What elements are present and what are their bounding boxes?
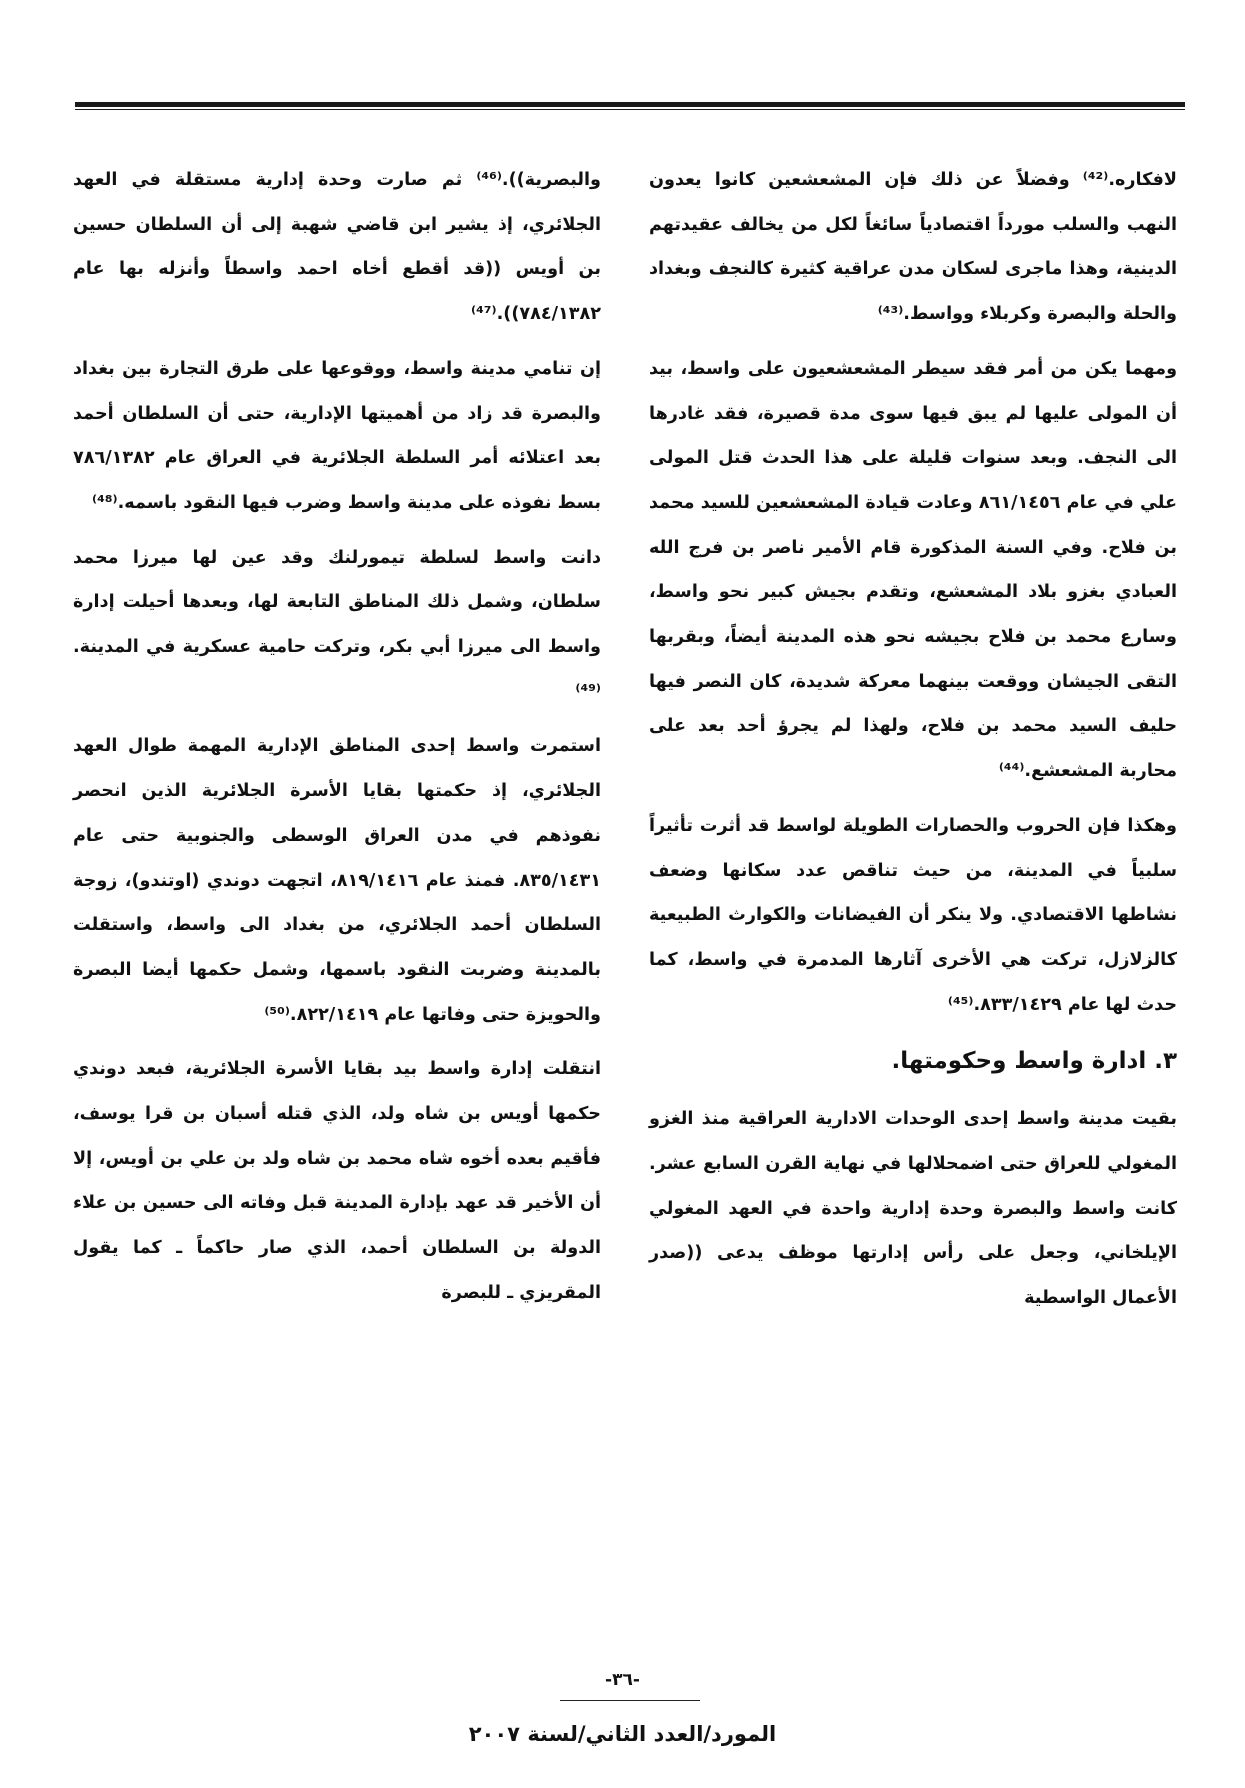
- right-paragraph-2: ومهما يكن من أمر فقد سيطر المشعشعيون على واسط، بيد أن المولى عليها لم يبق فيها سوى مدة قصيرة، فقد غادرها الى النجف. وبعد سنوات قليلة على هذا الحدث قتل المولى علي في عام ٨٦١/١٤٥٦ وعادت قيادة المشعشعين للسيد محمد بن فلاح. وفي السنة المذكورة قام الأمير ناصر بن فرج الله العبادي بغزو بلاد المشعشع، وتقدم بجيش كبير نحو واسط، وسارع محمد بن فلاح بجيشه نحو هذه المدينة أيضاً، وبقربها التقى الجيشان ووقعت بينهما معركة شديدة، كان النصر فيها حليف السيد محمد بن فلاح، ولهذا لم يجرؤ أحد بعد على محاربة المشعشع.⁽⁴⁴⁾: [649, 358, 1177, 782]
- journal-footer: المورد/العدد الثاني/لسنة ٢٠٠٧: [468, 1722, 777, 1746]
- left-paragraph-2: إن تنامي مدينة واسط، ووقوعها على طرق التجارة بين بغداد والبصرة قد زاد من أهميتها الإدارية، حتى أن السلطان أحمد بعد اعتلائه أمر السلطة الجلائرية في العراق عام ٧٨٦/١٣٨٢ بسط نفوذه على مدينة واسط وضرب فيها النقود باسمه.⁽⁴⁸⁾: [73, 358, 601, 513]
- right-paragraph-1: لافكاره.⁽⁴²⁾ وفضلاً عن ذلك فإن المشعشعين كانوا يعدون النهب والسلب مورداً اقتصادياً سائغاً لكل من يخالف عقيدتهم الدينية، وهذا ماجرى لسكان مدن عراقية كثيرة كالنجف وبغداد والحلة والبصرة وكربلاء وواسط.⁽⁴³⁾: [649, 170, 1177, 325]
- left-paragraph-1: والبصرية)).⁽⁴⁶⁾ ثم صارت وحدة إدارية مستقلة في العهد الجلائري، إذ يشير ابن قاضي شهبة إلى أن السلطان حسين بن أويس ((قد أقطع أخاه احمد واسطاً وأنزله بها عام ٧٨٤/١٣٨٢)).⁽⁴⁷⁾: [73, 170, 601, 325]
- footer-rule: [560, 1700, 700, 1701]
- header-rule: [75, 102, 1185, 110]
- right-paragraph-4: بقيت مدينة واسط إحدى الوحدات الادارية العراقية منذ الغزو المغولي للعراق حتى اضمحلالها في نهاية القرن السابع عشر. كانت واسط والبصرة وحدة إدارية واحدة في العهد المغولي الإيلخاني، وجعل على رأس إدارتها موظف يدعى ((صدر الأعمال الواسطية: [649, 1109, 1177, 1309]
- left-column: [73, 158, 601, 1326]
- left-paragraph-3: دانت واسط لسلطة تيمورلنك وقد عين لها ميرزا محمد سلطان، وشمل ذلك المناطق التابعة لها، وبعدها أحيلت إدارة واسط الى ميرزا أبي بكر، وتركت حامية عسكرية في المدينة.⁽⁴⁹⁾: [73, 547, 601, 702]
- right-paragraph-3: وهكذا فإن الحروب والحصارات الطويلة لواسط قد أثرت تأثيراً سلبياً في المدينة، من حيث تناقص عدد سكانها وضعف نشاطها الاقتصادي. ولا ينكر أن الفيضانات والكوارث الطبيعية كالزلازل، تركت هي الأخرى آثارها المدمرة في واسط، كما حدث لها عام ٨٣٣/١٤٢٩.⁽⁴⁵⁾: [649, 815, 1177, 1015]
- left-paragraph-5: انتقلت إدارة واسط بيد بقايا الأسرة الجلائرية، فبعد دوندي حكمها أويس بن شاه ولد، الذي قتله أسبان بن قرا يوسف، فأقيم بعده أخوه شاه محمد بن شاه ولد بن علي بن أويس، إلا أن الأخير قد عهد بإدارة المدينة قبل وفاته الى حسين بن علاء الدولة بن السلطان أحمد، الذي صار حاكماً ـ كما يقول المقريزي ـ للبصرة: [73, 1059, 601, 1303]
- left-paragraph-4: استمرت واسط إحدى المناطق الإدارية المهمة طوال العهد الجلائري، إذ حكمتها بقايا الأسرة الجلائرية الذين انحصر نفوذهم في مدن العراق الوسطى والجنوبية حتى عام ٨٣٥/١٤٣١. فمنذ عام ٨١٩/١٤١٦، اتجهت دوندي (اوتندو)، زوجة السلطان أحمد الجلائري، من بغداد الى واسط، واستقلت بالمدينة وضربت النقود باسمها، وشمل حكمها أيضا البصرة والحويزة حتى وفاتها عام ٨٢٢/١٤١٩.⁽⁵⁰⁾: [73, 736, 601, 1025]
- section-heading: ٣. ادارة واسط وحكومتها.: [891, 1048, 1177, 1075]
- right-column: [649, 158, 1177, 1331]
- page-number: -٣٦-: [605, 1670, 640, 1690]
